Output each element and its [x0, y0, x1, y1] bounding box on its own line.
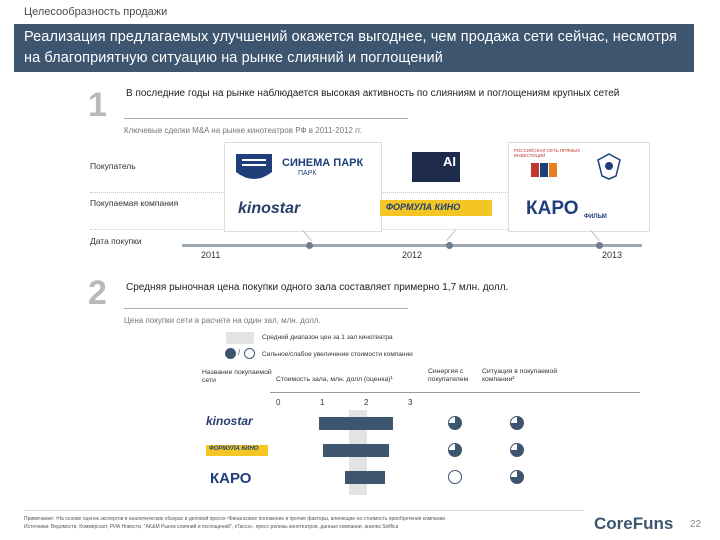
row-label-buyer: Покупатель [90, 161, 136, 171]
axis-tick-0: 0 [276, 398, 281, 407]
page-number: 22 [690, 519, 702, 530]
deal-marker-1 [306, 242, 313, 249]
row-2-name: ФОРМУЛА КИНО [209, 446, 259, 452]
table-header-rule [270, 392, 640, 393]
row-label-date: Дата покупки [90, 236, 142, 246]
section-2-number: 2 [88, 274, 107, 312]
header-synergy: Синергия с покупателем [428, 368, 469, 383]
section-title: Целесообразность продажи [24, 6, 168, 18]
deal-marker-3 [596, 242, 603, 249]
target-1-logo-text: kinostar [238, 200, 301, 217]
timeline-tick-2013: 2013 [602, 250, 623, 260]
timeline-axis [182, 244, 642, 247]
row-label-target: Покупаемая компания [90, 198, 179, 208]
synergy-ball-2 [448, 443, 462, 457]
legend-empty-circle-icon [244, 348, 255, 359]
timeline-leader [446, 230, 456, 241]
section-2-rule [124, 308, 408, 309]
situation-ball-3 [510, 470, 524, 484]
section-1-text: В последние годы на рынке наблюдается высокая активность по слияниям и поглощениям крупных сетей [126, 88, 620, 99]
footer-rule [24, 510, 584, 511]
footnote-line-2: Источники: Ведомости, Коммерсант, РИА Новости, "AK&M Рынок слияний и поглощений", кТасса», пресс-релизы кинотеатров, данные компании, анализ Solifica [24, 524, 399, 530]
section-2-subtitle: Цена покупки сети в расчете на один зал, млн. долл. [124, 316, 321, 325]
row-1-name: kinostar [206, 414, 253, 428]
buyer-1-logo-text: СИНЕМА ПАРК [282, 157, 364, 169]
rdif-emblem-icon [530, 162, 558, 178]
axis-tick-3: 3 [408, 398, 413, 407]
section-1-rule [124, 118, 408, 119]
row-3-name: КАРО [210, 470, 252, 487]
axis-tick-1: 1 [320, 398, 325, 407]
value-bar-2 [323, 444, 389, 457]
value-bar-1 [319, 417, 394, 430]
situation-ball-1 [510, 416, 524, 430]
legend-harvey-text: Сильное/слабое увеличение стоимости компании [262, 351, 413, 358]
legend-slash: / [238, 348, 241, 357]
axis-tick-2: 2 [364, 398, 369, 407]
section-2-text: Средняя рыночная цена покупки одного зала составляет примерно 1,7 млн. долл. [126, 282, 509, 293]
section-1-number: 1 [88, 86, 107, 124]
target-2-logo [380, 200, 492, 216]
buyer-2-logo-text: AI [443, 154, 456, 169]
row-2-logo [206, 445, 268, 456]
buyer-3-logo-text: РОССИЙСКАЯ СЕТЬ ПРЯМЫХ ИНВЕСТИЦИЙ [514, 148, 581, 158]
header-value: Стоимость зала, млн. долл (оценка)¹ [276, 376, 393, 383]
legend-full-circle-icon [225, 348, 236, 359]
target-3-logo-sub: ФИЛЬМ [584, 214, 607, 220]
footnote-line-1: Примечание: ¹На основе оценок экспертов в аналитических обзорах и деловой прессе ²Финансовое положение и прочие факторы, влияющие на стоимость приобретения компании [24, 516, 446, 522]
synergy-ball-1 [448, 416, 462, 430]
legend-range-swatch [226, 332, 254, 344]
target-3-logo-text: КАРО [526, 198, 579, 219]
headline-banner [14, 24, 694, 72]
target-2-logo-text: ФОРМУЛА КИНО [386, 202, 461, 212]
headline-text: Реализация предлагаемых улучшений окажется выгоднее, чем продажа сети сейчас, несмотря на благоприятную ситуацию на рынке слияний и поглощений [24, 29, 678, 66]
value-bar-3 [345, 471, 385, 484]
deal-marker-2 [446, 242, 453, 249]
situation-ball-2 [510, 443, 524, 457]
timeline-tick-2011: 2011 [201, 250, 221, 260]
header-situation: Ситуация в покупаемой компании² [482, 368, 558, 383]
buyer-1-logo-sub: ПАРК [298, 170, 317, 177]
section-1-subtitle: Ключевые сделки M&A на рынке кинотеатров РФ в 2011-2012 гг. [124, 126, 363, 135]
header-name: Название покупаемой сети [202, 369, 272, 384]
buyer-2-logo [412, 152, 460, 182]
timeline-tick-2012: 2012 [402, 250, 423, 260]
brand-logo: CoreFuns [594, 514, 674, 533]
coat-of-arms-icon [596, 152, 622, 180]
sinema-park-logo-icon [234, 152, 274, 184]
synergy-ball-3 [448, 470, 462, 484]
legend-range-text: Средний диапазон цен за 1 зал кинотеатра [262, 334, 393, 341]
